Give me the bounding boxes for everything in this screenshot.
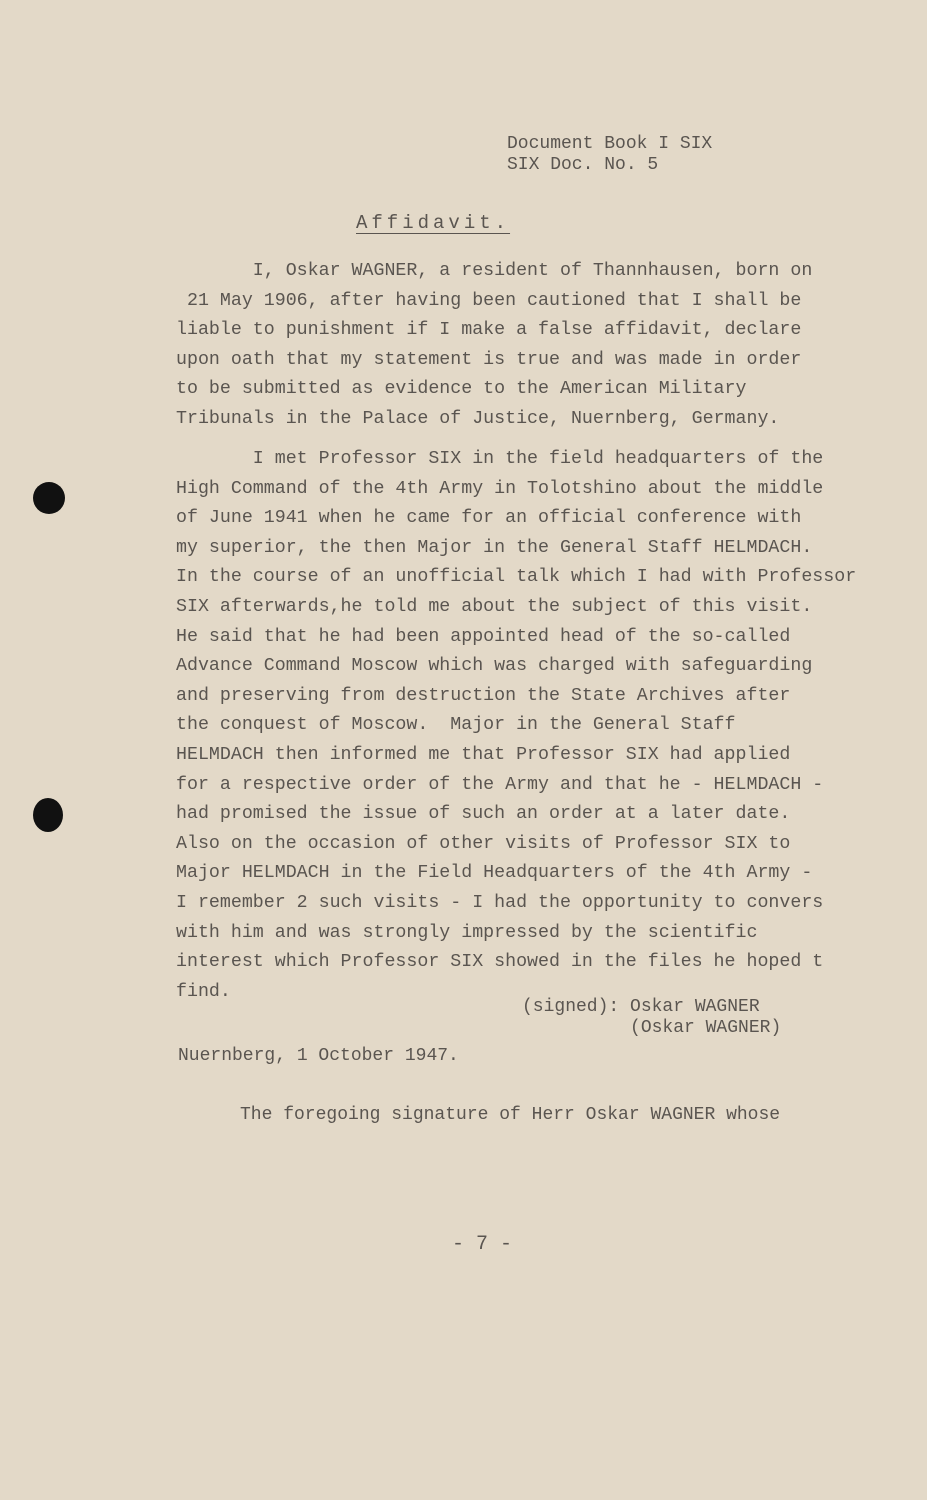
affidavit-paragraph-1: I, Oskar WAGNER, a resident of Thannhausen, born on 21 May 1906, after having been cautioned that I shall be liable to punishment if I make a false affidavit, declare upon oath that my statement is true and was made in order to be submitted as evidence to the American Military Tribunals in the Palace of Justice, Nuernberg, Germany. xyxy=(176,261,813,429)
document-header xyxy=(507,134,712,176)
signature-block xyxy=(522,997,781,1039)
place-date: Nuernberg, 1 October 1947. xyxy=(178,1046,459,1066)
header-doc-number: SIX Doc. No. 5 xyxy=(507,155,659,175)
affidavit-paragraph-2: I met Professor SIX in the field headquarters of the High Command of the 4th Army in Tolotshino about the middle of June 1941 when he came for an official conference with my superior, the then Major in the General Staff HELMDACH. In the course of an unofficial talk which I had with Professor SIX afterwards,he told me about the subject of this visit. He said that he had been appointed head of the so-called Advance Command Moscow which was charged with safeguarding and preserving from destruction the State Archives after the conquest of Moscow. Major in the General Staff HELMDACH then informed me that Professor SIX had applied for a respective order of the Army and that he - HELMDACH - had promised the issue of such an order at a later date. Also on the occasion of other visits of Professor SIX to Major HELMDACH in the Field Headquarters of the 4th Army - I remember 2 such visits - I had the opportunity to convers with him and was strongly impressed by the scientific interest which Professor SIX showed in the files he hoped t find. xyxy=(176,449,857,1002)
signature-name: (Oskar WAGNER) xyxy=(522,1018,782,1038)
certification-line: The foregoing signature of Herr Oskar WAGNER whose xyxy=(240,1105,781,1125)
page-number: - 7 - xyxy=(452,1233,513,1256)
punch-hole-lower xyxy=(33,798,63,832)
punch-hole-upper xyxy=(33,482,65,514)
header-book-line: Document Book I SIX xyxy=(507,134,713,154)
document-title: Affidavit. xyxy=(356,212,511,234)
signature-line: (signed): Oskar WAGNER xyxy=(522,997,760,1017)
